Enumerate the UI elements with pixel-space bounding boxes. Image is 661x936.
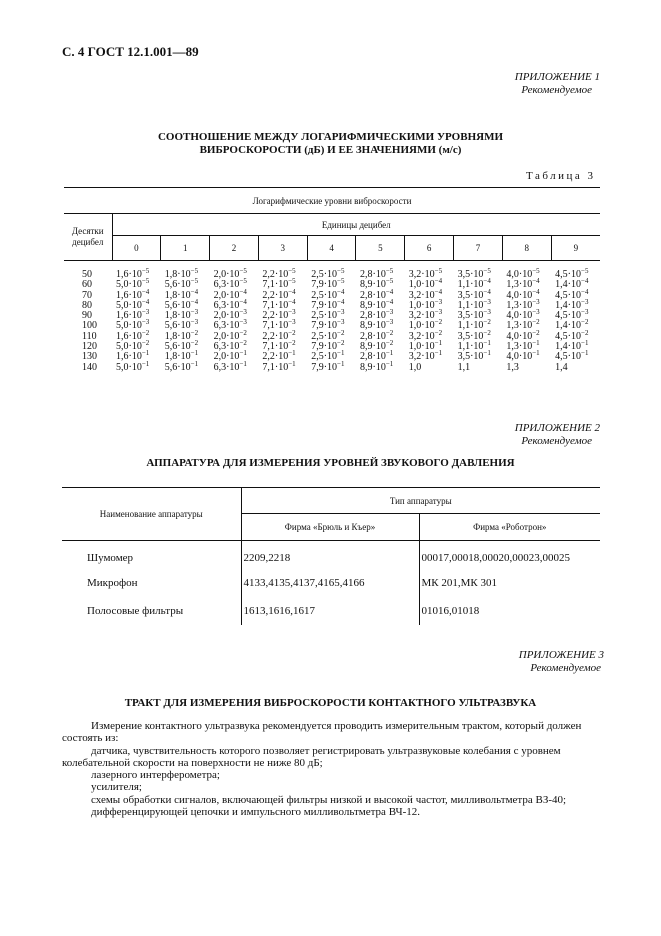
cell-mantissa: 2,8·10 xyxy=(359,351,386,363)
cell-mantissa: 5,0·10 xyxy=(116,279,142,291)
cell-mantissa: 2,5·10 xyxy=(311,330,338,342)
cell-mantissa: 1,6·10 xyxy=(116,330,142,342)
cell-exponent: −3 xyxy=(288,308,296,317)
appendix3-status: Рекомендуемое xyxy=(530,662,601,674)
unit-header-6: 6 xyxy=(405,236,454,261)
firm2-value: 00017,00018,00020,00023,00025 xyxy=(419,541,600,569)
cell-mantissa: 5,0·10 xyxy=(116,320,142,332)
cell-exponent: −1 xyxy=(434,349,443,358)
cell-exponent: −5 xyxy=(190,267,199,275)
cell-exponent: −4 xyxy=(581,287,589,296)
cell-exponent: −2 xyxy=(434,328,443,337)
appendix3-title: ТРАКТ ДЛЯ ИЗМЕРЕНИЯ ВИБРОСКОРОСТИ КОНТАКТНОГО УЛЬТРАЗВУКА xyxy=(124,697,537,709)
cell-exponent: −3 xyxy=(190,308,199,317)
paragraph: усилителя; xyxy=(91,781,142,794)
tens-value: 110 xyxy=(82,330,97,342)
cell-mantissa: 1,8·10 xyxy=(164,289,191,301)
cell-mantissa: 1,3·10 xyxy=(506,341,533,353)
cell-exponent: −5 xyxy=(288,277,296,286)
cell-mantissa: 1,8·10 xyxy=(164,269,191,280)
table-row xyxy=(62,541,600,569)
cell-mantissa: 1,1·10 xyxy=(457,299,484,311)
cell-mantissa: 4,0·10 xyxy=(506,269,533,280)
appendix1-label: ПРИЛОЖЕНИЕ 1 xyxy=(514,71,600,83)
tens-value: 140 xyxy=(82,361,97,373)
firm2-value: МК 201,МК 301 xyxy=(419,569,600,597)
cell-exponent: −4 xyxy=(483,277,491,286)
cell-exponent: −2 xyxy=(532,318,540,327)
cell-mantissa: 1,8·10 xyxy=(164,330,191,342)
units-row xyxy=(64,236,600,261)
cell-exponent: −2 xyxy=(190,328,199,337)
paragraph: датчика, чувствительность которого позволяет регистрировать ультразвуковые колебания с уровнем колебательной скорости на поверхности не ниже 80 дБ; xyxy=(62,744,561,769)
cell-mantissa: 5,6·10 xyxy=(164,361,191,373)
table-cell xyxy=(458,363,503,373)
tens-value: 70 xyxy=(82,289,92,301)
cell-mantissa: 7,9·10 xyxy=(311,279,338,291)
cell-exponent: −3 xyxy=(239,318,247,327)
cell-mantissa: 3,5·10 xyxy=(457,269,484,280)
cell-mantissa: 2,5·10 xyxy=(311,269,338,280)
cell-exponent: −3 xyxy=(385,308,394,317)
cell-mantissa: 7,1·10 xyxy=(262,361,289,373)
cell-mantissa: 2,2·10 xyxy=(262,351,289,363)
cell-mantissa: 5,6·10 xyxy=(164,299,191,311)
cell-exponent: −1 xyxy=(532,339,540,348)
cell-exponent: −4 xyxy=(385,297,394,306)
equipment-name: Микрофон xyxy=(87,576,138,589)
cell-exponent: −4 xyxy=(141,297,150,306)
cell-exponent: −4 xyxy=(434,277,443,286)
cell-mantissa: 1,0·10 xyxy=(408,299,435,311)
cell-mantissa: 1,0·10 xyxy=(408,279,435,291)
cell-exponent: −5 xyxy=(190,277,199,286)
unit-header-0: 0 xyxy=(112,236,161,261)
appendix2-label: ПРИЛОЖЕНИЕ 2 xyxy=(514,422,600,434)
cell-mantissa: 7,9·10 xyxy=(311,361,338,373)
cell-mantissa: 2,2·10 xyxy=(262,330,289,342)
unit-header-9: 9 xyxy=(551,236,600,261)
cell-exponent: −1 xyxy=(239,359,247,368)
cell-mantissa: 7,9·10 xyxy=(311,320,338,332)
cell-mantissa: 7,9·10 xyxy=(311,341,338,353)
cell-exponent: −4 xyxy=(141,287,150,296)
cell-mantissa: 5,0·10 xyxy=(116,361,142,373)
appendix3-body xyxy=(62,720,602,818)
cell-exponent: −3 xyxy=(532,297,540,306)
cell-exponent: −3 xyxy=(337,318,345,327)
cell-exponent: −5 xyxy=(385,277,394,286)
unit-column-9 xyxy=(551,261,600,373)
cell-exponent: −5 xyxy=(141,267,150,275)
cell-mantissa: 1,3 xyxy=(506,361,519,373)
cell-exponent: −5 xyxy=(532,267,540,275)
tens-header-line2: децибел xyxy=(72,237,104,247)
cell-mantissa: 5,0·10 xyxy=(116,299,142,311)
cell-mantissa: 5,6·10 xyxy=(164,341,191,353)
cell-exponent: −4 xyxy=(581,277,589,286)
cell-exponent: −5 xyxy=(239,267,247,275)
cell-exponent: −1 xyxy=(288,349,296,358)
cell-mantissa: 2,8·10 xyxy=(359,289,386,301)
cell-mantissa: 1,3·10 xyxy=(506,320,533,332)
cell-exponent: −2 xyxy=(483,328,491,337)
cell-mantissa: 2,0·10 xyxy=(213,351,240,363)
cell-exponent: −3 xyxy=(581,297,589,306)
unit-column-0 xyxy=(112,261,161,373)
cell-exponent: −2 xyxy=(581,318,589,327)
cell-mantissa: 3,5·10 xyxy=(457,330,484,342)
units-header: Единицы децибел xyxy=(112,214,600,236)
paragraph: дифференцирующей цепочки и импульсного милливольтметра ВЧ-12. xyxy=(91,806,421,819)
cell-exponent: −2 xyxy=(581,328,589,337)
cell-exponent: −2 xyxy=(483,318,491,327)
cell-mantissa: 4,5·10 xyxy=(555,310,582,322)
cell-exponent: −4 xyxy=(337,287,345,296)
cell-exponent: −4 xyxy=(532,277,540,286)
tens-value: 120 xyxy=(82,341,97,353)
appendix2-status: Рекомендуемое xyxy=(521,435,592,447)
tens-header-line1: Десятки xyxy=(71,226,104,236)
unit-column-8 xyxy=(502,261,551,373)
cell-exponent: −2 xyxy=(434,318,443,327)
firm1-value: 4133,4135,4137,4165,4166 xyxy=(241,569,419,597)
cell-exponent: −2 xyxy=(532,328,540,337)
cell-mantissa: 7,1·10 xyxy=(262,320,289,332)
paragraph: схемы обработки сигналов, включающей фильтры низкой и высокой частот, милливольтметра ВЗ-40; xyxy=(91,793,567,806)
appendix1-heading xyxy=(515,71,600,97)
cell-mantissa: 2,2·10 xyxy=(262,289,289,301)
paragraph: Измерение контактного ультразвука рекомендуется проводить измерительным трактом, который должен состоять из: xyxy=(62,720,582,745)
table-top-header: Логарифмические уровни виброскорости xyxy=(64,188,600,214)
tens-header xyxy=(64,214,112,261)
cell-mantissa: 2,5·10 xyxy=(311,351,338,363)
table-cell xyxy=(506,363,551,373)
cell-exponent: −4 xyxy=(190,287,199,296)
cell-exponent: −3 xyxy=(434,297,443,306)
cell-mantissa: 7,1·10 xyxy=(262,299,289,311)
cell-exponent: −2 xyxy=(141,328,150,337)
vibration-table xyxy=(64,187,600,373)
cell-exponent: −4 xyxy=(385,287,394,296)
cell-mantissa: 8,9·10 xyxy=(359,320,386,332)
unit-header-4: 4 xyxy=(307,236,356,261)
cell-mantissa: 4,0·10 xyxy=(506,289,533,301)
table-data-row xyxy=(64,261,600,373)
cell-mantissa: 1,6·10 xyxy=(116,289,142,301)
paragraph: лазерного интерферометра; xyxy=(91,769,220,782)
cell-exponent: −4 xyxy=(239,297,247,306)
tens-value: 80 xyxy=(82,299,92,311)
cell-mantissa: 2,8·10 xyxy=(359,310,386,322)
firm2-header: Фирма «Роботрон» xyxy=(419,514,600,541)
unit-column-6 xyxy=(405,261,454,373)
appendix2-title: АППАРАТУРА ДЛЯ ИЗМЕРЕНИЯ УРОВНЕЙ ЗВУКОВОГО ДАВЛЕНИЯ xyxy=(146,457,515,469)
cell-mantissa: 4,5·10 xyxy=(555,289,582,301)
cell-mantissa: 1,1·10 xyxy=(457,341,484,353)
cell-mantissa: 4,5·10 xyxy=(555,351,582,363)
cell-mantissa: 1,6·10 xyxy=(116,310,142,322)
cell-mantissa: 7,1·10 xyxy=(262,279,289,291)
cell-exponent: −3 xyxy=(483,297,491,306)
cell-mantissa: 4,0·10 xyxy=(506,351,533,363)
cell-exponent: −2 xyxy=(190,339,199,348)
tens-value: 50 xyxy=(82,269,92,280)
cell-exponent: −2 xyxy=(288,339,296,348)
cell-mantissa: 3,5·10 xyxy=(457,351,484,363)
tens-column xyxy=(64,261,112,373)
cell-mantissa: 8,9·10 xyxy=(359,361,386,373)
appendix1-title xyxy=(0,131,661,157)
table-cell xyxy=(409,363,454,373)
cell-exponent: −5 xyxy=(337,277,345,286)
cell-exponent: −1 xyxy=(190,359,199,368)
cell-exponent: −1 xyxy=(434,339,443,348)
cell-exponent: −4 xyxy=(434,287,443,296)
page-header: С. 4 ГОСТ 12.1.001—89 xyxy=(62,44,199,59)
unit-column-4 xyxy=(307,261,356,373)
cell-mantissa: 5,6·10 xyxy=(164,320,191,332)
cell-exponent: −4 xyxy=(532,287,540,296)
cell-mantissa: 5,0·10 xyxy=(116,341,142,353)
appendix1-title-line2: ВИБРОСКОРОСТИ (дБ) И ЕЕ ЗНАЧЕНИЯМИ (м/с) xyxy=(199,144,462,156)
cell-exponent: −1 xyxy=(483,349,491,358)
unit-column-2 xyxy=(210,261,259,373)
cell-exponent: −1 xyxy=(385,359,394,368)
cell-mantissa: 4,5·10 xyxy=(555,269,582,280)
unit-header-7: 7 xyxy=(454,236,503,261)
cell-exponent: −5 xyxy=(483,267,491,275)
cell-mantissa: 2,8·10 xyxy=(359,269,386,280)
cell-exponent: −5 xyxy=(239,277,247,286)
cell-exponent: −4 xyxy=(483,287,491,296)
cell-mantissa: 8,9·10 xyxy=(359,279,386,291)
cell-mantissa: 1,0 xyxy=(408,361,422,373)
unit-column-5 xyxy=(356,261,405,373)
cell-exponent: −1 xyxy=(141,359,150,368)
cell-exponent: −2 xyxy=(337,339,345,348)
cell-exponent: −5 xyxy=(141,277,150,286)
cell-exponent: −5 xyxy=(288,267,296,275)
cell-exponent: −1 xyxy=(581,349,589,358)
cell-mantissa: 3,2·10 xyxy=(408,351,435,363)
cell-mantissa: 4,0·10 xyxy=(506,310,533,322)
cell-mantissa: 3,2·10 xyxy=(408,289,435,301)
col-name-header: Наименование аппаратуры xyxy=(62,488,241,541)
cell-exponent: −2 xyxy=(239,339,247,348)
cell-mantissa: 1,4·10 xyxy=(555,341,582,353)
firm1-value: 2209,2218 xyxy=(241,541,419,569)
cell-exponent: −1 xyxy=(385,349,394,358)
cell-exponent: −3 xyxy=(385,318,394,327)
unit-column-1 xyxy=(161,261,210,373)
cell-mantissa: 1,1 xyxy=(457,361,471,373)
equipment-table-body xyxy=(62,541,600,625)
cell-mantissa: 2,0·10 xyxy=(213,330,240,342)
cell-mantissa: 8,9·10 xyxy=(359,299,386,311)
cell-mantissa: 1,8·10 xyxy=(164,351,191,363)
cell-mantissa: 2,5·10 xyxy=(311,289,338,301)
cell-mantissa: 1,4 xyxy=(555,361,568,373)
cell-exponent: −3 xyxy=(483,308,491,317)
cell-mantissa: 2,2·10 xyxy=(262,269,289,280)
cell-exponent: −4 xyxy=(337,297,345,306)
cell-exponent: −3 xyxy=(581,308,589,317)
cell-exponent: −3 xyxy=(434,308,443,317)
cell-exponent: −1 xyxy=(483,339,491,348)
unit-header-3: 3 xyxy=(258,236,307,261)
tens-value: 130 xyxy=(82,351,97,363)
cell-exponent: −2 xyxy=(288,328,296,337)
cell-exponent: −1 xyxy=(532,349,540,358)
table-cell xyxy=(359,359,405,373)
cell-mantissa: 3,2·10 xyxy=(408,330,435,342)
cell-mantissa: 1,6·10 xyxy=(116,269,142,280)
cell-mantissa: 6,3·10 xyxy=(213,341,240,353)
appendix1-title-line1: СООТНОШЕНИЕ МЕЖДУ ЛОГАРИФМИЧЕСКИМИ УРОВНЯМИ xyxy=(157,131,504,143)
firm1-value: 1613,1616,1617 xyxy=(241,597,419,625)
cell-mantissa: 2,5·10 xyxy=(311,310,338,322)
cell-exponent: −5 xyxy=(337,267,345,275)
cell-mantissa: 1,3·10 xyxy=(506,299,533,311)
table-row xyxy=(62,569,600,597)
cell-exponent: −2 xyxy=(385,328,394,337)
appendix1-status: Рекомендуемое xyxy=(521,84,592,96)
cell-mantissa: 6,3·10 xyxy=(213,299,240,311)
cell-exponent: −3 xyxy=(532,308,540,317)
tens-value: 60 xyxy=(82,279,92,291)
unit-column-7 xyxy=(454,261,503,373)
cell-exponent: −2 xyxy=(239,328,247,337)
cell-mantissa: 2,8·10 xyxy=(359,330,386,342)
cell-exponent: −5 xyxy=(385,267,394,275)
unit-column-3 xyxy=(258,261,307,373)
cell-mantissa: 1,1·10 xyxy=(457,279,484,291)
cell-mantissa: 3,2·10 xyxy=(408,269,435,280)
cell-exponent: −1 xyxy=(141,349,150,358)
cell-mantissa: 4,0·10 xyxy=(506,330,533,342)
cell-mantissa: 2,0·10 xyxy=(213,310,240,322)
cell-exponent: −2 xyxy=(337,328,345,337)
cell-exponent: −1 xyxy=(337,359,345,368)
table-cell xyxy=(116,359,161,373)
cell-exponent: −1 xyxy=(239,349,247,358)
cell-mantissa: 1,0·10 xyxy=(408,341,435,353)
equipment-name: Полосовые фильтры xyxy=(87,604,184,617)
cell-mantissa: 6,3·10 xyxy=(213,279,240,291)
cell-exponent: −3 xyxy=(239,308,247,317)
equipment-table xyxy=(62,487,600,625)
cell-mantissa: 7,1·10 xyxy=(262,341,289,353)
cell-exponent: −1 xyxy=(288,359,296,368)
equipment-name: Шумомер xyxy=(87,551,134,564)
cell-mantissa: 3,5·10 xyxy=(457,289,484,301)
appendix2-heading xyxy=(515,422,600,448)
cell-mantissa: 3,2·10 xyxy=(408,310,435,322)
cell-exponent: −4 xyxy=(288,287,296,296)
cell-mantissa: 7,9·10 xyxy=(311,299,338,311)
table-cell xyxy=(164,359,210,373)
cell-mantissa: 2,2·10 xyxy=(262,310,289,322)
cell-mantissa: 1,8·10 xyxy=(164,310,191,322)
unit-header-8: 8 xyxy=(502,236,551,261)
table-cell xyxy=(555,363,600,373)
table-cell xyxy=(311,359,356,373)
cell-mantissa: 1,6·10 xyxy=(116,351,142,363)
cell-mantissa: 4,5·10 xyxy=(555,330,582,342)
cell-exponent: −2 xyxy=(385,339,394,348)
cell-exponent: −4 xyxy=(288,297,296,306)
cell-exponent: −4 xyxy=(190,297,199,306)
firm2-value: 01016,01018 xyxy=(419,597,600,625)
cell-mantissa: 1,4·10 xyxy=(555,320,582,332)
table-row xyxy=(62,597,600,625)
cell-exponent: −4 xyxy=(239,287,247,296)
cell-mantissa: 1,4·10 xyxy=(555,279,582,291)
cell-mantissa: 8,9·10 xyxy=(359,341,386,353)
cell-exponent: −5 xyxy=(434,267,443,275)
cell-mantissa: 3,5·10 xyxy=(457,310,484,322)
cell-exponent: −3 xyxy=(190,318,199,327)
cell-mantissa: 6,3·10 xyxy=(213,361,240,373)
table-cell xyxy=(213,359,259,373)
cell-exponent: −3 xyxy=(288,318,296,327)
cell-mantissa: 6,3·10 xyxy=(213,320,240,332)
col-type-header: Тип аппаратуры xyxy=(241,488,600,514)
cell-exponent: −1 xyxy=(337,349,345,358)
cell-exponent: −3 xyxy=(141,308,150,317)
cell-mantissa: 1,0·10 xyxy=(408,320,435,332)
cell-mantissa: 5,6·10 xyxy=(164,279,191,291)
table-label: Таблица 3 xyxy=(526,170,596,182)
cell-exponent: −5 xyxy=(581,267,589,275)
appendix3-label: ПРИЛОЖЕНИЕ 3 xyxy=(518,649,604,661)
unit-header-1: 1 xyxy=(161,236,210,261)
cell-mantissa: 2,0·10 xyxy=(213,269,240,280)
cell-exponent: −3 xyxy=(141,318,150,327)
firm1-header: Фирма «Брюль и Къер» xyxy=(241,514,419,541)
tens-value: 100 xyxy=(82,320,97,332)
cell-mantissa: 1,3·10 xyxy=(506,279,533,291)
table-cell xyxy=(262,359,307,373)
cell-exponent: −3 xyxy=(337,308,345,317)
cell-exponent: −1 xyxy=(190,349,199,358)
cell-mantissa: 1,4·10 xyxy=(555,299,582,311)
cell-exponent: −2 xyxy=(141,339,150,348)
appendix3-heading xyxy=(519,649,604,675)
cell-mantissa: 2,0·10 xyxy=(213,289,240,301)
unit-header-5: 5 xyxy=(356,236,405,261)
cell-mantissa: 1,1·10 xyxy=(457,320,484,332)
unit-header-2: 2 xyxy=(210,236,259,261)
tens-value: 90 xyxy=(82,310,92,322)
cell-exponent: −1 xyxy=(581,339,589,348)
